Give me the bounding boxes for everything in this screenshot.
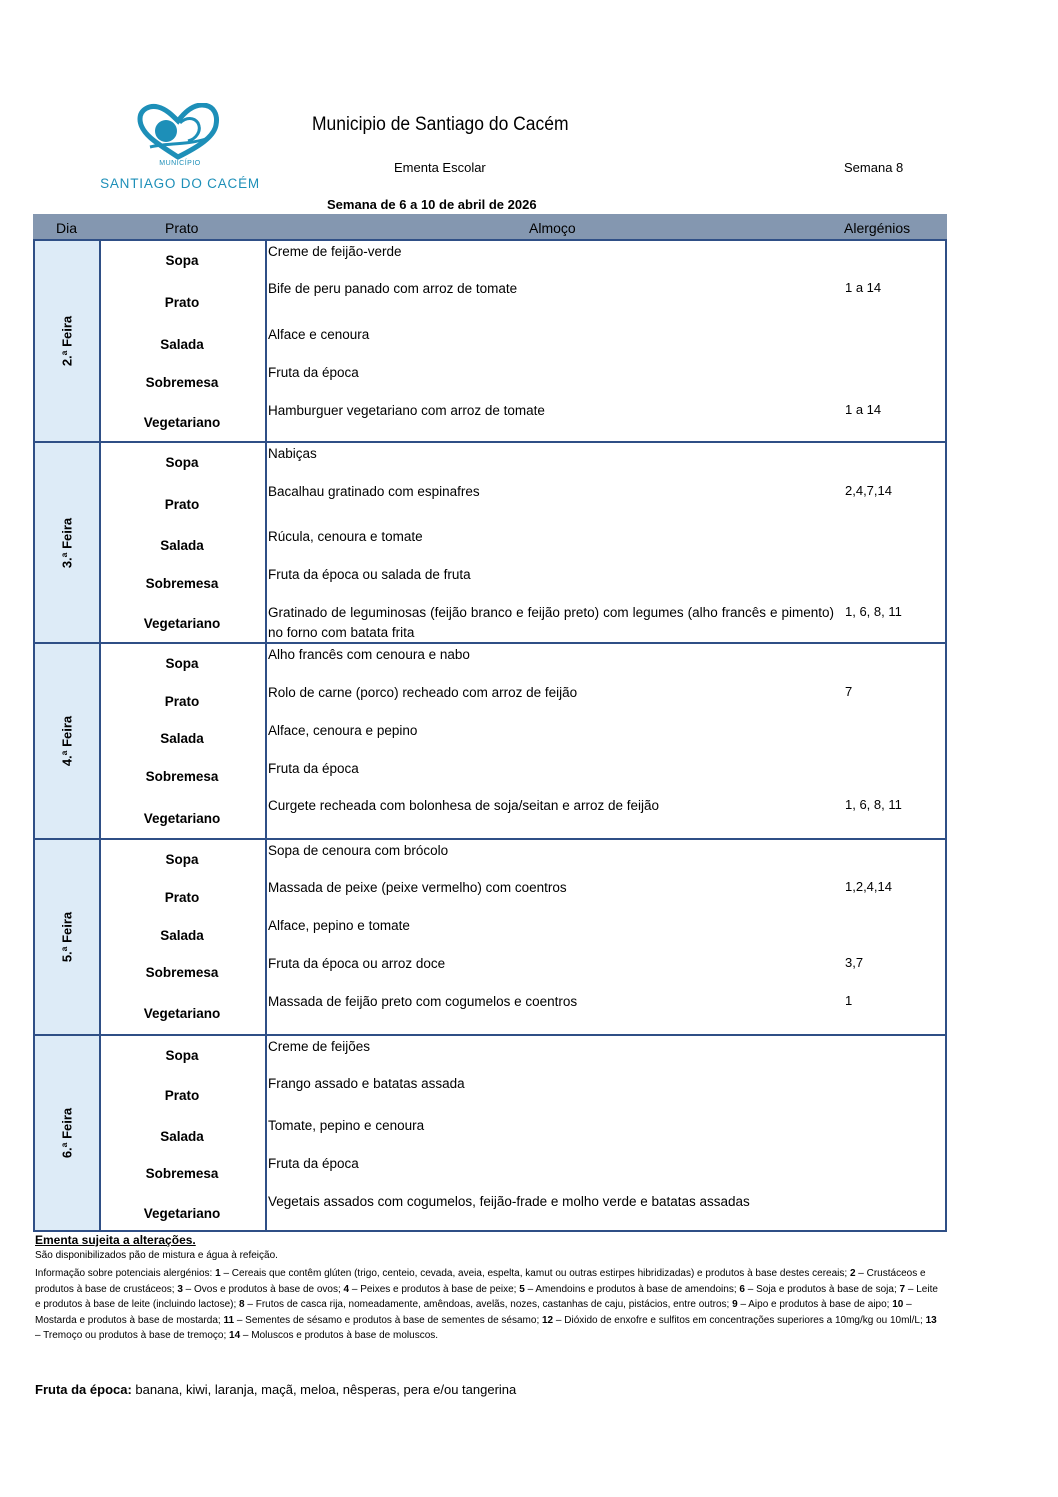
category-column — [99, 241, 267, 441]
allergen-codes: 1 a 14 — [845, 402, 882, 417]
allergen-number: 2 — [849, 1268, 856, 1279]
page-title: Municipio de Santiago do Cacém — [312, 114, 569, 135]
allergen-number: 4 — [343, 1283, 350, 1295]
dish-text: Sopa de cenoura com brócolo — [268, 843, 449, 858]
day-block — [33, 642, 947, 840]
allergen-info — [35, 1266, 940, 1344]
allergen-codes: 7 — [845, 684, 853, 699]
allergen-description: Sementes de sésamo e produtos à base de sementes de sésamo; — [245, 1314, 540, 1326]
category-label: Prato — [164, 890, 200, 905]
dish-text: Rúcula, cenoura e tomate — [268, 529, 423, 544]
category-label: Salada — [160, 337, 204, 352]
day-block — [33, 441, 947, 644]
allergen-number: 6 — [739, 1283, 745, 1295]
allergen-number: 3 — [177, 1283, 183, 1295]
dish-text: Creme de feijão-verde — [268, 244, 402, 259]
header-prato: Prato — [165, 220, 199, 236]
dish-text: Massada de feijão preto com cogumelos e coentros — [268, 994, 578, 1009]
dish-text: Fruta da época ou arroz doce — [268, 956, 446, 971]
header-alergenios: Alergénios — [844, 220, 911, 236]
allergen-codes: 1 — [845, 993, 853, 1008]
category-label: Sopa — [165, 656, 199, 671]
day-label: 2.ª Feira — [59, 315, 75, 367]
week-number: Semana 8 — [844, 160, 904, 175]
municipality-logo — [100, 103, 260, 195]
allergen-description: Tremoço ou produtos à base de tremoço; — [43, 1330, 227, 1341]
menu-notice: Ementa sujeita a alterações. — [35, 1233, 196, 1247]
dish-text: Fruta da época — [268, 365, 359, 380]
day-label-cell — [35, 840, 101, 1034]
allergen-description: Aipo e produtos à base de aipo; — [748, 1299, 890, 1310]
bread-water-note: São disponibilizados pão de mistura e água à refeição. — [35, 1250, 278, 1261]
day-label-cell — [35, 443, 101, 642]
dish-text: Curgete recheada com bolonhesa de soja/seitan e arroz de feijão — [268, 798, 659, 813]
day-block — [33, 239, 947, 443]
allergen-number: 10 — [892, 1299, 904, 1310]
fruta-text: banana, kiwi, laranja, maçã, meloa, nêsperas, pera e/ou tangerina — [131, 1382, 517, 1397]
allergen-number: 11 — [223, 1314, 235, 1326]
category-column — [99, 443, 267, 642]
allergen-description: Cereais que contêm glúten (trigo, centeio, cevada, aveia, espelta, kamut ou outras estirpes hibridizadas) e produtos à base destes cereais; — [231, 1268, 848, 1279]
category-label: Sobremesa — [145, 576, 219, 591]
dish-text: Creme de feijões — [268, 1039, 371, 1054]
allergen-number: 9 — [732, 1299, 738, 1310]
allergen-description: Leite e produtos à base de leite (incluindo lactose); — [35, 1283, 938, 1310]
category-label: Vegetariano — [143, 616, 221, 631]
day-label: 5.ª Feira — [59, 911, 75, 963]
category-label: Vegetariano — [143, 415, 221, 430]
dish-text: Nabiças — [268, 446, 317, 461]
allergen-description: Crustáceos e produtos à base de crustáceos; — [35, 1268, 926, 1295]
allergen-number: 12 — [542, 1314, 554, 1326]
dish-text: Rolo de carne (porco) recheado com arroz de feijão — [268, 685, 578, 700]
allergen-dash: – — [185, 1283, 192, 1295]
dish-text: Fruta da época — [268, 761, 359, 776]
allergen-dash: – — [247, 1299, 253, 1310]
allergen-codes: 3,7 — [845, 955, 864, 970]
category-label: Salada — [160, 1129, 204, 1144]
day-label: 6.ª Feira — [59, 1107, 75, 1159]
category-label: Sopa — [165, 852, 199, 867]
dish-text: Bacalhau gratinado com espinafres — [268, 484, 480, 499]
allergen-number: 1 — [215, 1268, 221, 1279]
allergen-description: Moluscos e produtos à base de moluscos. — [251, 1330, 439, 1341]
allergen-number: 5 — [519, 1283, 525, 1295]
seasonal-fruit-note — [35, 1382, 516, 1397]
week-range: Semana de 6 a 10 de abril de 2026 — [327, 197, 537, 212]
heart-logo-icon — [136, 103, 220, 161]
allergen-description: Peixes e produtos à base de peixe; — [360, 1283, 517, 1295]
category-label: Sobremesa — [145, 375, 219, 390]
allergen-description: Dióxido de enxofre e sulfitos em concentrações superiores a 10mg/kg ou 10ml/L; — [564, 1314, 923, 1326]
allergen-dash: – — [858, 1268, 864, 1279]
logo-small-text: MUNICÍPIO — [159, 160, 201, 167]
allergen-dash: – — [747, 1283, 754, 1295]
table-header — [33, 214, 947, 239]
category-label: Sopa — [165, 1048, 199, 1063]
allergen-dash: – — [906, 1299, 912, 1310]
header-dia: Dia — [56, 220, 78, 236]
category-label: Salada — [160, 538, 204, 553]
category-label: Prato — [164, 1088, 200, 1103]
day-label-cell — [35, 644, 101, 838]
allergen-dash: – — [740, 1299, 746, 1310]
day-label: 3.ª Feira — [59, 517, 75, 568]
category-column — [99, 644, 267, 838]
allergen-description: Amendoins e produtos à base de amendoins; — [535, 1283, 737, 1295]
allergen-codes: 1 a 14 — [845, 280, 882, 295]
category-label: Salada — [160, 928, 204, 943]
dish-text: Gratinado de leguminosas (feijão branco e feijão preto) com legumes (alho francês e pimento) no forno com batata frita — [268, 605, 834, 640]
allergen-codes: 1, 6, 8, 11 — [845, 797, 902, 812]
category-column — [99, 1036, 267, 1230]
category-label: Sobremesa — [145, 769, 219, 784]
dish-text: Fruta da época — [268, 1156, 359, 1171]
allergen-number: 7 — [899, 1283, 906, 1295]
category-label: Vegetariano — [143, 1006, 221, 1021]
header-almoco: Almoço — [529, 220, 576, 236]
dish-text: Tomate, pepino e cenoura — [268, 1118, 425, 1133]
category-label: Sopa — [165, 253, 199, 268]
allergen-dash: – — [242, 1330, 249, 1341]
category-label: Sobremesa — [145, 1166, 219, 1181]
allergen-number: 8 — [239, 1299, 245, 1310]
allergen-number: 14 — [229, 1330, 241, 1341]
allergen-dash: – — [351, 1283, 358, 1295]
dish-text: Bife de peru panado com arroz de tomate — [268, 281, 518, 296]
allergen-dash: – — [907, 1283, 914, 1295]
dish-text: Alface, cenoura e pepino — [268, 723, 418, 738]
allergen-codes: 1, 6, 8, 11 — [845, 604, 902, 619]
allergen-dash: – — [236, 1314, 243, 1326]
category-label: Salada — [160, 731, 204, 746]
category-label: Prato — [164, 694, 200, 709]
day-label: 4.ª Feira — [59, 715, 75, 767]
dish-text: Alface, pepino e tomate — [268, 918, 410, 933]
dish-text: Alho francês com cenoura e nabo — [268, 647, 470, 662]
allergen-codes: 2,4,7,14 — [845, 483, 892, 498]
allergen-dash: – — [223, 1268, 230, 1279]
allergen-info-intro: Informação sobre potenciais alergénios: — [35, 1268, 216, 1279]
logo-big-text: SANTIAGO DO CACÉM — [100, 176, 260, 191]
allergen-number: 13 — [925, 1314, 937, 1326]
allergen-description: Ovos e produtos à base de ovos; — [194, 1283, 341, 1295]
document-subtitle: Ementa Escolar — [394, 160, 486, 175]
day-label-cell — [35, 241, 101, 441]
allergen-codes: 1,2,4,14 — [845, 879, 892, 894]
fruta-label: Fruta da época: — [35, 1382, 132, 1397]
day-block — [33, 838, 947, 1036]
allergen-dash: – — [35, 1330, 41, 1341]
allergen-description: Soja e produtos à base de soja; — [756, 1283, 897, 1295]
dish-text: Frango assado e batatas assada — [268, 1076, 465, 1091]
dish-text: Massada de peixe (peixe vermelho) com coentros — [268, 880, 567, 895]
dish-text: Vegetais assados com cogumelos, feijão-frade e molho verde e batatas assadas — [268, 1194, 750, 1209]
allergen-description: Frutos de casca rija, nomeadamente, amêndoas, avelãs, nozes, castanhas de caju, pistácios, entre outros; — [255, 1299, 730, 1310]
category-column — [99, 840, 267, 1034]
category-label: Prato — [164, 497, 200, 512]
allergen-description: Mostarda e produtos à base de mostarda; — [35, 1314, 221, 1326]
allergen-dash: – — [555, 1314, 562, 1326]
category-label: Prato — [164, 295, 200, 310]
dish-text: Hamburguer vegetariano com arroz de tomate — [268, 403, 545, 418]
category-label: Vegetariano — [143, 1206, 221, 1221]
category-label: Sobremesa — [145, 965, 219, 980]
allergen-dash: – — [527, 1283, 534, 1295]
category-label: Vegetariano — [143, 811, 221, 826]
dish-text: Fruta da época ou salada de fruta — [268, 567, 471, 582]
day-label-cell — [35, 1036, 101, 1230]
dish-text: Alface e cenoura — [268, 327, 370, 342]
day-block — [33, 1034, 947, 1232]
category-label: Sopa — [165, 455, 199, 470]
